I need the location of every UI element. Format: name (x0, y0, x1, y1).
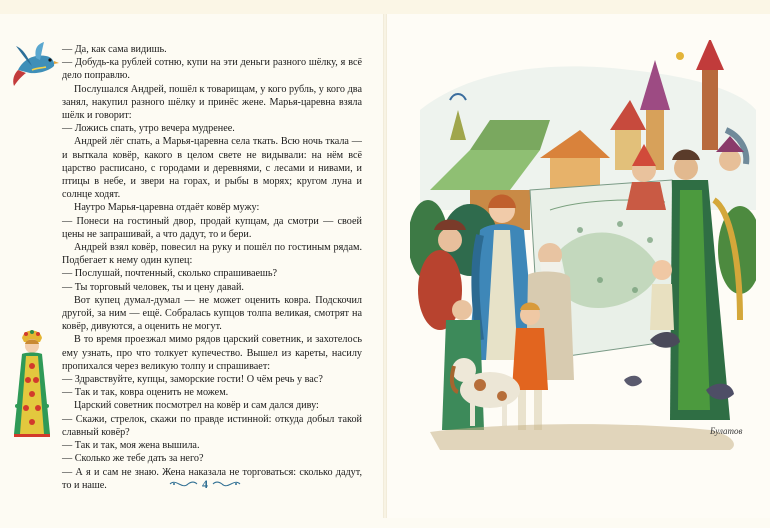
paragraph: — Скажи, стрелок, скажи по правде истинной: откуда добыл такой славный ковёр? (62, 413, 362, 438)
page-number-text: 4 (202, 476, 208, 491)
flourish-icon (168, 478, 198, 490)
paragraph: Андрей лёг спать, а Марья-царевна села ткать. Всю ночь ткала — и выткала ковёр, какого в целом свете не видывали: на нём всё царство расписано, с городами и деревнями, с лесами и нивами, и птицы в небе, и звери на горах, и рыбы в морях; кругом луна и солнце ходят. (62, 136, 362, 201)
paragraph: — Так и так, ковра оценить не можем. (62, 387, 229, 399)
paragraph: В то время проезжал мимо рядов царский советник, и захотелось ему узнать, про что толкует купечество. Вышел из кареты, насилу пропихался через великую толпу и спрашивает: (62, 334, 362, 372)
story-text (62, 43, 362, 492)
gutter (383, 14, 387, 518)
paragraph: Послушался Андрей, пошёл к товарищам, у кого рубль, у кого два занял, накупил разного шёлку и принёс жене. Марья-царевна взяла шёлк и говорит: (62, 83, 362, 122)
top-band (0, 0, 770, 14)
illustration (410, 40, 756, 470)
illustration-signature: Булатов (710, 426, 743, 436)
paragraph: — Здравствуйте, купцы, заморские гости! О чём речь у вас? (62, 374, 323, 386)
paragraph: — Да, как сама видишь. (62, 44, 167, 55)
paragraph: — А я и сам не знаю. Жена наказала не торговаться: сколько дадут, то и наше. (62, 466, 362, 491)
page-number (160, 474, 250, 494)
paragraph: — Добудь-ка рублей сотню, купи на эти деньги разного шёлку, я всё дело поправлю. (62, 57, 362, 82)
paragraph: Вот купец думал-думал — не может оценить ковра. Подскочил другой, за ним — ещё. Собралась купцов толпа великая, смотрят на ковёр, дивуются, а оценить не могут. (62, 294, 362, 333)
paragraph: — Послушай, почтенный, сколько спрашиваешь? (62, 268, 278, 280)
maiden-icon (6, 326, 58, 438)
paragraph: Наутро Марья-царевна отдаёт ковёр мужу: (74, 202, 260, 214)
bird-icon (10, 40, 60, 88)
paragraph: Андрей взял ковёр, повесил на руку и пошёл по гостиным рядам. Подбегает к нему один купец: (62, 242, 362, 267)
paragraph: — Так и так, моя жена вышила. (62, 440, 200, 452)
paragraph: Царский советник посмотрел на ковёр и сам дался диву: (74, 400, 319, 412)
flourish-icon (212, 478, 242, 490)
paragraph: — Понеси на гостиный двор, продай купцам, да смотри — своей цены не запрашивай, а что дадут, то и бери. (62, 215, 362, 240)
paragraph: — Ложись спать, утро вечера мудренее. (62, 123, 235, 135)
paragraph: — Сколько же тебе дать за него? (62, 453, 204, 465)
paragraph: — Ты торговый человек, ты и цену давай. (62, 281, 244, 293)
